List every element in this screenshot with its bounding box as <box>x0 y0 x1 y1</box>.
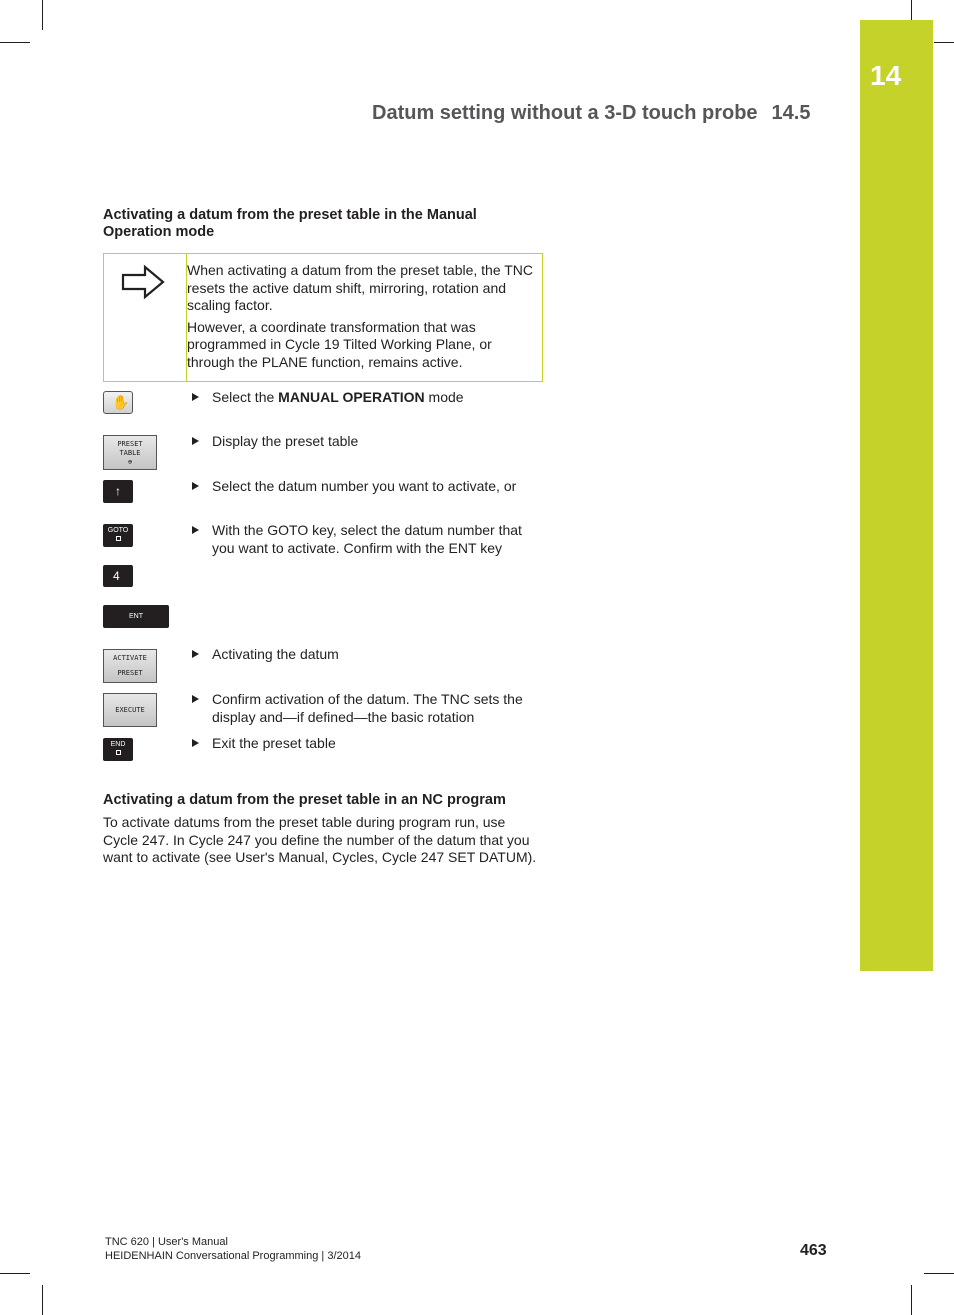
end-key[interactable] <box>103 738 133 761</box>
section1-heading: Activating a datum from the preset table in the Manual Operation mode <box>103 207 477 240</box>
step-item <box>192 478 544 496</box>
execute-softkey[interactable] <box>103 693 157 727</box>
step-text: Select the <box>212 389 279 405</box>
step-text: Exit the preset table <box>212 735 336 751</box>
square-icon <box>116 536 121 541</box>
step-item <box>192 522 544 557</box>
note-paragraph: When activating a datum from the preset table, the TNC resets the active datum shift, mirroring, rotation and scaling factor. <box>187 262 534 313</box>
number-4-key[interactable]: 4 <box>103 565 133 587</box>
arrow-right-icon <box>120 264 166 300</box>
chapter-tab <box>860 20 933 971</box>
manual-operation-key[interactable] <box>103 391 133 414</box>
bullet-triangle-icon <box>192 526 199 534</box>
softkey-label: ACTIVATE <box>113 654 147 662</box>
goto-key[interactable] <box>103 524 133 547</box>
bullet-triangle-icon <box>192 695 199 703</box>
arrow-up-key[interactable] <box>103 480 133 503</box>
softkey-label: TABLE <box>119 449 141 457</box>
section2-body: To activate datums from the preset table during program run, use Cycle 247. In Cycle 247 you define the number of the datum that you want to activate (see User's Manual, Cycles, Cycle 247 SET DATUM). <box>103 814 537 865</box>
chapter-number: 14 <box>870 60 902 91</box>
step-item <box>192 389 544 407</box>
bullet-triangle-icon <box>192 437 199 445</box>
step-text: mode <box>424 389 464 405</box>
ent-key[interactable]: ENT <box>103 605 169 628</box>
step-item <box>192 735 544 753</box>
preset-table-softkey[interactable] <box>103 435 157 470</box>
note-paragraph: However, a coordinate transformation that was programmed in Cycle 19 Tilted Working Plane, or through the PLANE function, remains active. <box>187 318 492 370</box>
crop-mark <box>934 42 954 43</box>
softkey-label: PRESET <box>117 440 143 448</box>
hand-icon: ✋ <box>112 394 130 410</box>
activate-preset-softkey[interactable] <box>103 649 157 683</box>
bullet-triangle-icon <box>192 650 199 658</box>
softkey-label: PRESET <box>117 669 143 677</box>
step-item <box>192 691 544 726</box>
step-text: Confirm activation of the datum. The TNC sets the display and—if defined—the basic rotation <box>212 691 523 725</box>
footer-line: HEIDENHAIN Conversational Programming | 3/2014 <box>105 1250 361 1262</box>
crosshair-icon: ⊕ <box>127 458 133 466</box>
section2-heading: Activating a datum from the preset table in an NC program <box>103 792 506 808</box>
crop-mark <box>924 1273 954 1274</box>
page-number: 463 <box>800 1242 827 1259</box>
bullet-triangle-icon <box>192 482 199 490</box>
square-icon <box>116 750 121 755</box>
bullet-triangle-icon <box>192 393 199 401</box>
step-text: Select the datum number you want to activate, or <box>212 478 517 494</box>
footer-line: TNC 620 | User's Manual <box>105 1236 228 1248</box>
step-item <box>192 433 544 451</box>
crop-mark <box>911 1285 912 1315</box>
key-label: END <box>110 741 126 748</box>
crop-mark <box>0 1273 30 1274</box>
crop-mark <box>42 1285 43 1315</box>
section-number: 14.5 <box>771 102 811 124</box>
step-text-bold: MANUAL OPERATION <box>278 389 425 405</box>
key-label: GOTO <box>107 527 129 534</box>
footer-info <box>105 1235 361 1263</box>
crop-mark <box>911 0 912 20</box>
bullet-triangle-icon <box>192 739 199 747</box>
step-text: Display the preset table <box>212 433 359 449</box>
note-box <box>103 253 543 382</box>
section-title: Datum setting without a 3-D touch probe <box>372 102 758 124</box>
softkey-label: EXECUTE <box>115 706 145 714</box>
crop-mark <box>0 42 30 43</box>
crop-mark <box>42 0 43 30</box>
step-text: With the GOTO key, select the datum number that you want to activate. Confirm with the ENT key <box>212 522 522 556</box>
section-header <box>372 102 810 125</box>
step-text: Activating the datum <box>212 646 339 662</box>
note-text <box>187 262 537 375</box>
arrow-up-icon: ↑ <box>115 484 121 498</box>
step-item <box>192 646 544 664</box>
